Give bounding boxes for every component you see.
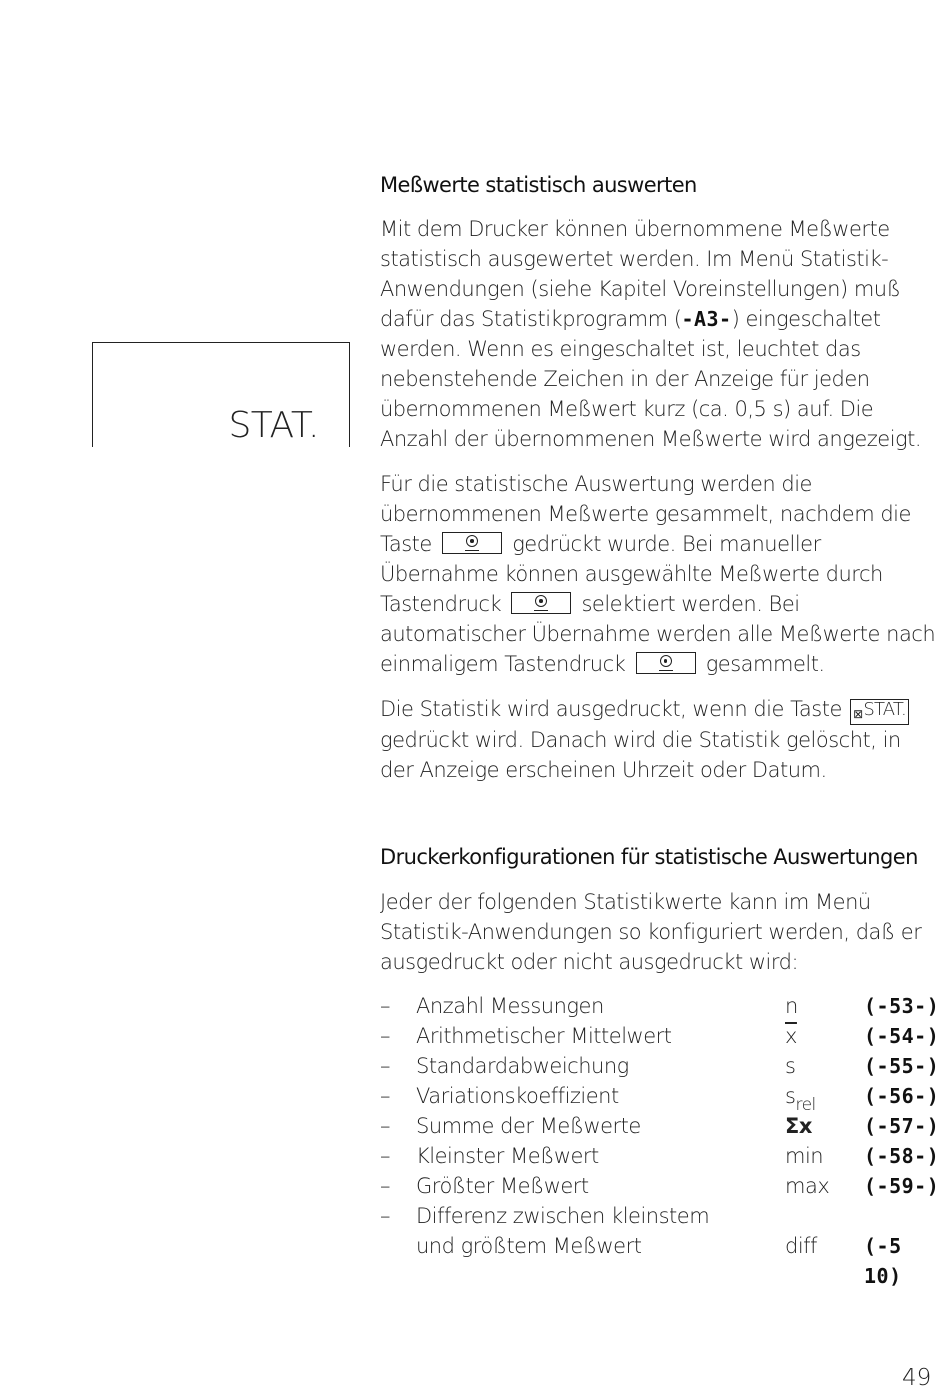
store-key-icon: [442, 532, 502, 554]
dash: –: [380, 1024, 390, 1048]
item-code: (-53-): [864, 994, 940, 1018]
item-code: (-58-): [864, 1144, 940, 1168]
item-code: (-57-): [864, 1114, 940, 1138]
item-symbol: Σx: [785, 1114, 812, 1138]
paragraph-config-intro: Jeder der folgenden Statistikwerte kann im Menü Statistik-Anwendungen so konfiguriert werden, daß er ausgedruckt oder nicht ausgedruckt wird:: [380, 890, 922, 974]
list-item: [380, 1051, 940, 1081]
section-heading-statistics: Meßwerte statistisch auswerten: [380, 173, 697, 197]
item-code: (-59-): [864, 1174, 940, 1198]
item-code: (-5 10): [864, 1234, 902, 1288]
item-label: Anzahl Messungen: [416, 994, 604, 1018]
item-code: (-54-): [864, 1024, 940, 1048]
text: Für die statistische Auswertung werden die übernommenen Meßwerte gesammelt, nachdem die Taste: [380, 472, 911, 556]
target-icon: [466, 535, 478, 547]
dash: –: [380, 1084, 390, 1108]
store-key-icon: [636, 652, 696, 674]
dash: –: [380, 1114, 390, 1138]
item-label: Größter Meßwert: [416, 1174, 589, 1198]
list-item: [380, 1171, 940, 1201]
dash: –: [380, 994, 390, 1018]
list-item: [380, 1081, 940, 1115]
dash: –: [380, 1054, 390, 1078]
item-symbol: max: [785, 1174, 830, 1198]
item-label: Standardabweichung: [416, 1054, 629, 1078]
item-code: (-56-): [864, 1084, 940, 1108]
item-label: Variationskoeffizient: [416, 1084, 619, 1108]
page-number: 49: [902, 1365, 932, 1391]
item-label: Arithmetischer Mittelwert: [416, 1024, 672, 1048]
item-symbol: $s_{rel}$: [785, 1084, 816, 1115]
display-stat-indicator: [92, 342, 350, 447]
stat-key-label: STAT.: [863, 699, 906, 720]
item-symbol: n: [785, 994, 798, 1018]
corner-arrow-icon: ⊠: [853, 707, 863, 721]
item-code: (-55-): [864, 1054, 940, 1078]
paragraph-statistics-print: [380, 694, 940, 785]
paragraph-statistics-collect: [380, 469, 940, 679]
item-symbol: s: [785, 1054, 796, 1078]
lcd-code: -A3-: [681, 307, 732, 331]
text: selektiert werden. Bei automatischer Übernahme werden alle Meßwerte nach einmaligem Tastendruck: [380, 592, 936, 676]
list-item: [380, 1231, 935, 1288]
text: gedrückt wird. Danach wird die Statistik gelöscht, in der Anzeige erscheinen Uhrzeit oder Datum.: [380, 728, 901, 782]
store-key-icon: [511, 592, 571, 614]
text: Die Statistik wird ausgedruckt, wenn die Taste: [380, 697, 842, 721]
stat-key-icon: [850, 699, 909, 725]
text: ) eingeschaltet werden. Wenn es eingeschaltet ist, leuchtet das nebenstehende Zeichen in der Anzeige für jeden übernommenen Meßwert kurz (ca. 0,5 s) auf. Die Anzahl der übernommenen Meßwerte wird angezeigt.: [380, 307, 922, 451]
text: Mit dem Drucker können übernommene Meßwerte statistisch ausgewertet werden. Im Menü Statistik-Anwendungen (siehe Kapitel Voreinstellungen) muß dafür das Statistikprogramm (: [380, 217, 901, 331]
target-icon: [535, 595, 547, 607]
text: gesammelt.: [705, 652, 825, 676]
text: gedrückt wurde. Bei manueller Übernahme können ausgewählte Meßwerte durch Tastendruck: [380, 532, 883, 616]
item-symbol: min: [785, 1144, 824, 1168]
list-item: [380, 991, 940, 1021]
target-icon: [660, 655, 672, 667]
item-label: und größtem Meßwert: [416, 1234, 642, 1258]
dash: –: [380, 1204, 390, 1228]
list-item: [380, 1141, 940, 1171]
dash: –: [380, 1144, 390, 1168]
statistics-list: [380, 991, 940, 1288]
paragraph-statistics-intro: [380, 214, 940, 454]
dash: –: [380, 1174, 390, 1198]
item-symbol: $\overline{x}$: [785, 1024, 797, 1048]
display-stat-text: STAT.: [228, 405, 319, 446]
item-label: Kleinster Meßwert: [416, 1144, 599, 1168]
list-item: [380, 1201, 935, 1231]
item-label: Summe der Meßwerte: [416, 1114, 641, 1138]
item-label: Differenz zwischen kleinstem: [416, 1204, 710, 1228]
section-heading-printer-config: Druckerkonfigurationen für statistische Auswertungen: [380, 845, 918, 869]
list-item: [380, 1111, 940, 1141]
item-symbol: diff: [785, 1234, 817, 1258]
list-item: [380, 1021, 940, 1051]
